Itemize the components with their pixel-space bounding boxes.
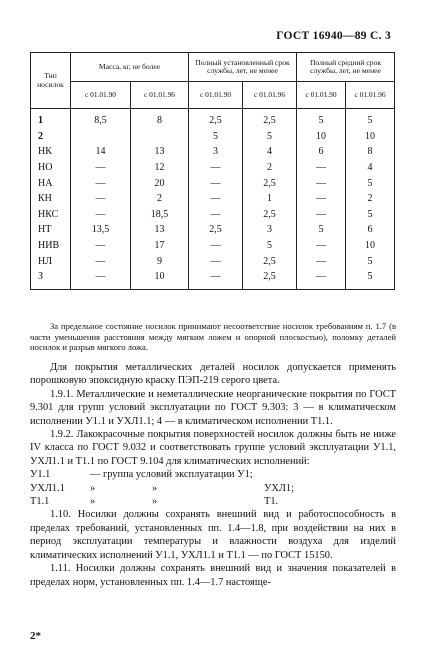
type-cell: НКС — [31, 207, 71, 223]
climate-ditto: » — [90, 482, 96, 494]
table-row — [31, 109, 395, 129]
life-header: Полный установленный срок службы, лет, не менее — [189, 53, 297, 82]
paragraph: 1.9.2. Лакокрасочные покрытия поверхностей носилок должны быть не ниже IV класса по ГОСТ 9.032 и соответствовать группе условий эксплуатации У1.1, УХЛ1.1 и Т1.1 по ГОСТ 9.104 для климатических исполнений: — [30, 429, 396, 467]
type-cell: НО — [31, 160, 71, 176]
value-cell: 5 — [346, 253, 395, 269]
table-row — [31, 253, 395, 269]
value-cell: 8,5 — [71, 109, 131, 129]
paragraph: 1.11. Носилки должны сохранять внешний вид и значения показателей в пределах норм, установленных пп. 1.4—1.7 настояще- — [30, 563, 396, 588]
value-cell: — — [297, 253, 346, 269]
value-cell: 5 — [243, 238, 297, 254]
table-row — [31, 222, 395, 238]
value-cell: 5 — [346, 109, 395, 129]
value-cell: — — [189, 238, 243, 254]
table-row — [31, 191, 395, 207]
value-cell: 2,5 — [243, 175, 297, 191]
climate-code: УХЛ1.1 — [30, 482, 65, 494]
table-row — [31, 238, 395, 254]
value-cell: 9 — [131, 253, 189, 269]
page-footer: 2* — [30, 630, 41, 642]
date-subheader: с 01.01.96 — [131, 82, 189, 109]
value-cell: 17 — [131, 238, 189, 254]
value-cell: 3 — [243, 222, 297, 238]
page-header: ГОСТ 16940—89 С. 3 — [276, 30, 391, 42]
climate-code: Т1.1 — [30, 496, 50, 508]
value-cell: — — [297, 175, 346, 191]
value-cell: 4 — [243, 144, 297, 160]
mass-header: Масса, кг, не более — [71, 53, 189, 82]
value-cell: — — [297, 207, 346, 223]
value-cell: 2,5 — [189, 222, 243, 238]
date-subheader: с 01.01.96 — [346, 82, 395, 109]
value-cell: — — [297, 160, 346, 176]
value-cell: 8 — [346, 144, 395, 160]
value-cell: 8 — [131, 109, 189, 129]
value-cell: — — [189, 175, 243, 191]
value-cell: — — [297, 269, 346, 289]
type-cell: НТ — [31, 222, 71, 238]
value-cell: — — [71, 160, 131, 176]
paragraph: Для покрытия металлических деталей носилок допускается применять порошковую эпоксидную краску ПЭП-219 серого цвета. — [30, 362, 396, 387]
value-cell: — — [297, 238, 346, 254]
table-body — [31, 109, 395, 290]
value-cell: 2,5 — [243, 109, 297, 129]
value-cell: 13 — [131, 222, 189, 238]
paragraph: 1.9.1. Металлические и неметаллические неорганические покрытия по ГОСТ 9.301 для групп условий эксплуатации по ГОСТ 9.303: 3 — в климатическом исполнении У1.1 и УХЛ1.1; 4 — в климатическом исполнении Т1.1. — [30, 388, 396, 427]
value-cell: — — [71, 175, 131, 191]
climate-text: — группа условий эксплуатации У1; — [90, 469, 253, 481]
value-cell: — — [189, 269, 243, 289]
type-cell: НИВ — [31, 238, 71, 254]
value-cell: 3 — [189, 144, 243, 160]
table-row — [31, 269, 395, 289]
value-cell: 5 — [297, 222, 346, 238]
value-cell: — — [189, 253, 243, 269]
value-cell: 6 — [346, 222, 395, 238]
date-subheader: с 01.01.90 — [297, 82, 346, 109]
type-cell: НК — [31, 144, 71, 160]
specifications-table — [30, 52, 395, 290]
value-cell — [71, 129, 131, 145]
value-cell: 5 — [346, 175, 395, 191]
value-cell: — — [189, 160, 243, 176]
value-cell: 5 — [346, 207, 395, 223]
value-cell: 10 — [346, 129, 395, 145]
value-cell: — — [71, 191, 131, 207]
climate-group: Т1. — [264, 496, 279, 508]
value-cell: 4 — [346, 160, 395, 176]
table-row — [31, 175, 395, 191]
type-cell: НА — [31, 175, 71, 191]
value-cell: 12 — [131, 160, 189, 176]
value-cell: — — [189, 207, 243, 223]
value-cell: 2 — [131, 191, 189, 207]
value-cell: 2,5 — [189, 109, 243, 129]
value-cell — [131, 129, 189, 145]
climate-ditto: » — [152, 482, 158, 494]
avg-life-header: Полный средний срок службы, лет, не менее — [297, 53, 395, 82]
value-cell: 2,5 — [243, 269, 297, 289]
value-cell: — — [71, 238, 131, 254]
value-cell: 2,5 — [243, 207, 297, 223]
value-cell: 10 — [346, 238, 395, 254]
value-cell: 5 — [189, 129, 243, 145]
value-cell: 18,5 — [131, 207, 189, 223]
value-cell: — — [71, 207, 131, 223]
climate-list — [30, 468, 396, 508]
climate-code: У1.1 — [30, 469, 51, 481]
value-cell: — — [297, 191, 346, 207]
value-cell: — — [189, 191, 243, 207]
value-cell: 5 — [346, 269, 395, 289]
table-row — [31, 160, 395, 176]
table-row — [31, 207, 395, 223]
value-cell: 2 — [346, 191, 395, 207]
type-header: Тип носилок — [31, 53, 71, 109]
type-cell: КН — [31, 191, 71, 207]
value-cell: 6 — [297, 144, 346, 160]
value-cell: 14 — [71, 144, 131, 160]
type-cell: 1 — [31, 109, 71, 129]
value-cell: 13 — [131, 144, 189, 160]
climate-ditto: » — [90, 496, 96, 508]
climate-ditto: » — [152, 496, 158, 508]
value-cell: 5 — [297, 109, 346, 129]
table-row — [31, 144, 395, 160]
type-cell: 2 — [31, 129, 71, 145]
paragraph: 1.10. Носилки должны сохранять внешний вид и работоспособность в пределах требований, установленных пп. 1.4—1.8, при воздействии на них в период эксплуатации температуры и влажности воздуха для изделий климатических исполнений У1.1, УХЛ1.1 и Т1.1 — по ГОСТ 15150. — [30, 509, 396, 561]
value-cell: 1 — [243, 191, 297, 207]
value-cell: — — [71, 269, 131, 289]
table-row — [31, 129, 395, 145]
value-cell: 10 — [131, 269, 189, 289]
value-cell: 13,5 — [71, 222, 131, 238]
body-text — [30, 361, 396, 589]
value-cell: 2,5 — [243, 253, 297, 269]
type-cell: НЛ — [31, 253, 71, 269]
type-cell: З — [31, 269, 71, 289]
date-subheader: с 01.01.90 — [71, 82, 131, 109]
value-cell: 5 — [243, 129, 297, 145]
value-cell: 2 — [243, 160, 297, 176]
climate-group: УХЛ1; — [264, 482, 294, 494]
date-subheader: с 01.01.96 — [243, 82, 297, 109]
date-subheader: с 01.01.90 — [189, 82, 243, 109]
value-cell: 20 — [131, 175, 189, 191]
value-cell: — — [71, 253, 131, 269]
table-note: За предельное состояние носилок принимают несоответствие носилок требованиям п. 1.7 (в части уменьшения расстояния между мягким ложем и опорной плоскостью), поломку деталей носилок и разрыв мягкого ложа. — [30, 321, 396, 353]
value-cell: 10 — [297, 129, 346, 145]
